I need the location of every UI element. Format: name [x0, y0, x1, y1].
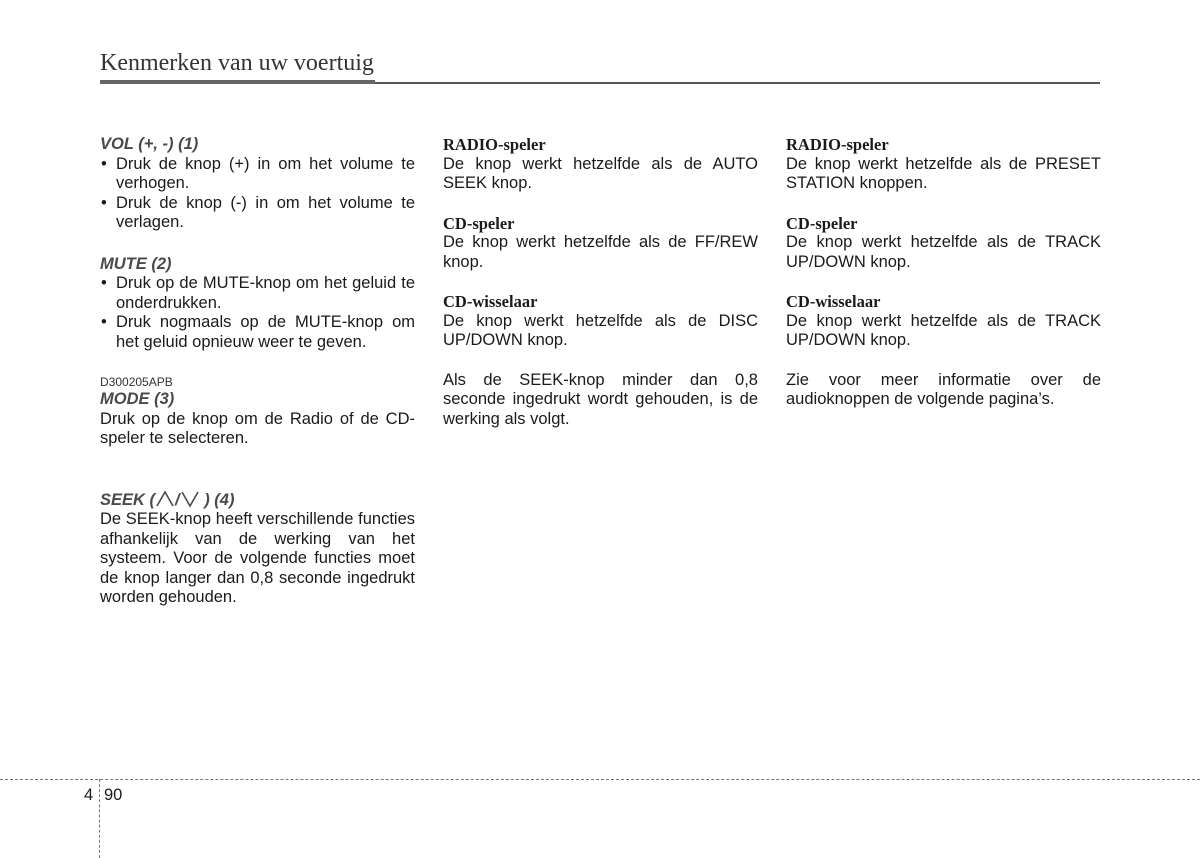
seek-heading-prefix: SEEK (	[100, 490, 156, 509]
radio-heading: RADIO-speler	[786, 135, 889, 154]
spacer	[100, 449, 415, 490]
vol-heading: VOL (+, -) (1)	[100, 135, 199, 153]
changer-heading: CD-wisselaar	[443, 292, 538, 311]
seek-heading-separator: /	[175, 490, 180, 509]
middle-column	[443, 135, 758, 429]
spacer	[443, 194, 758, 214]
list-item	[100, 155, 415, 194]
seek-heading	[100, 490, 415, 511]
radio-text: De knop werkt hetzelfde als de AUTO SEEK knop.	[443, 154, 758, 192]
header-rule	[375, 82, 1100, 84]
bullet-icon: •	[101, 193, 107, 212]
cd-text: De knop werkt hetzelfde als de FF/REW knop.	[443, 233, 758, 271]
chevron-up-icon	[155, 490, 175, 508]
mute-heading: MUTE (2)	[100, 254, 172, 273]
mode-heading: MODE (3)	[100, 390, 175, 408]
footer-vertical-divider	[99, 779, 100, 858]
cd-heading: CD-speler	[443, 213, 515, 233]
list-item-text: Druk op de MUTE-knop om het geluid te onderdrukken.	[116, 274, 415, 312]
changer-text: De knop werkt hetzelfde als de TRACK UP/DOWN knop.	[786, 311, 1101, 349]
more-info-note: Zie voor meer informatie over de audioknoppen de volgende pagina’s.	[786, 370, 1101, 408]
list-item-text: Druk nogmaals op de MUTE-knop om het geluid opnieuw weer te geven.	[116, 313, 415, 351]
page-number: 90	[104, 786, 123, 804]
section-code: D300205APB	[100, 375, 173, 389]
short-press-note: Als de SEEK-knop minder dan 0,8 seconde ingedrukt wordt gehouden, is de werking als volgt.	[443, 370, 758, 428]
list-item	[100, 274, 415, 313]
chapter-number: 4	[84, 786, 94, 804]
vol-list	[100, 155, 415, 233]
list-item	[100, 313, 415, 352]
chevron-down-icon	[180, 490, 200, 508]
bullet-icon: •	[101, 313, 107, 331]
spacer	[100, 352, 415, 374]
left-column	[100, 135, 415, 608]
page-title: Kenmerken van uw voertuig	[100, 50, 374, 76]
spacer	[786, 351, 1101, 371]
changer-text: De knop werkt hetzelfde als de DISC UP/DOWN knop.	[443, 311, 758, 349]
bullet-icon: •	[101, 154, 107, 173]
mute-list	[100, 274, 415, 352]
header-rule-accent	[100, 80, 375, 84]
spacer	[786, 272, 1101, 292]
spacer	[786, 194, 1101, 214]
mode-text: Druk op de knop om de Radio of de CD-speler te selecteren.	[100, 409, 415, 447]
list-item-text: Druk de knop (-) in om het volume te verlagen.	[116, 193, 415, 231]
radio-heading: RADIO-speler	[443, 135, 546, 154]
cd-heading: CD-speler	[786, 213, 858, 233]
right-column	[786, 135, 1101, 410]
bullet-icon: •	[101, 274, 107, 292]
spacer	[100, 233, 415, 255]
footer-divider	[0, 779, 1200, 780]
spacer	[443, 272, 758, 292]
cd-text: De knop werkt hetzelfde als de TRACK UP/DOWN knop.	[786, 233, 1101, 271]
list-item	[100, 194, 415, 233]
radio-text: De knop werkt hetzelfde als de PRESET STATION knoppen.	[786, 154, 1101, 192]
seek-heading-suffix: ) (4)	[204, 490, 235, 509]
list-item-text: Druk de knop (+) in om het volume te verhogen.	[116, 154, 415, 192]
seek-text: De SEEK-knop heeft verschillende functies afhankelijk van de werking van het systeem. Voor de volgende functies moet de knop langer dan 0,8 seconde ingedrukt worden gehouden.	[100, 510, 415, 606]
spacer	[443, 351, 758, 371]
changer-heading: CD-wisselaar	[786, 292, 881, 311]
